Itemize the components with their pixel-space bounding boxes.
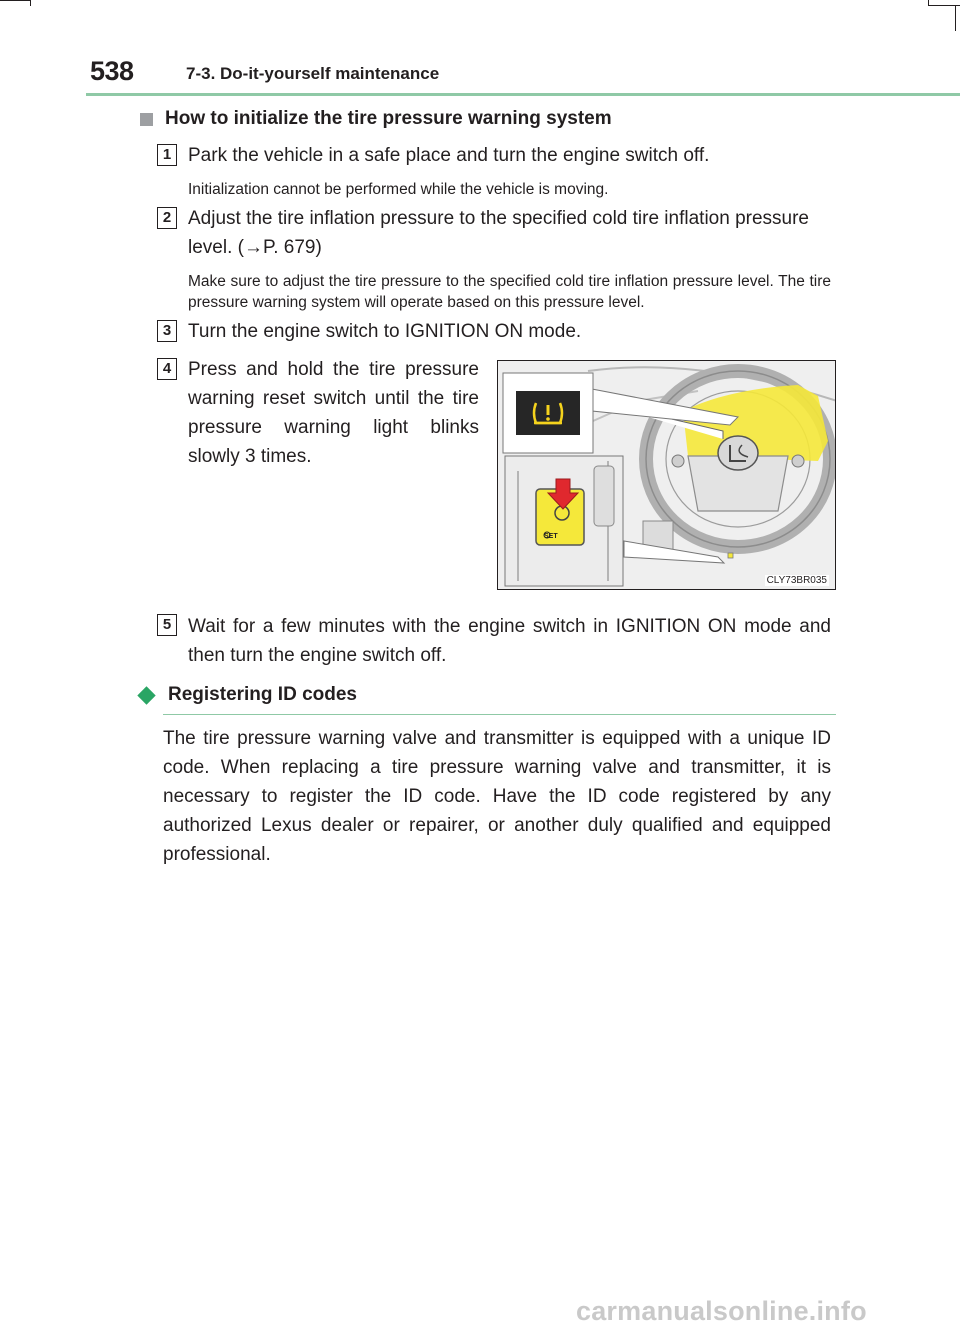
step-number: 1 bbox=[157, 144, 177, 166]
registering-heading-text: Registering ID codes bbox=[168, 684, 357, 705]
step-text-line: Adjust the tire inflation pressure to the specified cold tire inflation pressure bbox=[188, 208, 809, 229]
step-note: Make sure to adjust the tire pressure to the specified cold tire inflation pressure level. The tire pressure warning system will operate based on this pressure level. bbox=[188, 273, 831, 311]
registering-body: The tire pressure warning valve and transmitter is equipped with a unique ID code. When replacing a tire pressure warning valve and transmitter, it is necessary to register the ID code. Have the ID code registered by any authorized Lexus dealer or repairer, or another duly qualified and equipped professional. bbox=[163, 728, 831, 865]
switch-set-text: SET bbox=[544, 533, 558, 540]
step-note: Initialization cannot be performed while the vehicle is moving. bbox=[188, 181, 609, 198]
section-title: 7-3. Do-it-yourself maintenance bbox=[186, 64, 440, 83]
step-text-part: level. ( bbox=[188, 237, 244, 258]
square-bullet-icon bbox=[140, 113, 153, 126]
procedure-heading bbox=[140, 108, 612, 130]
step-text: Park the vehicle in a safe place and turn the engine switch off. bbox=[188, 145, 710, 166]
step-number: 3 bbox=[157, 320, 177, 342]
steering-wheel-illustration bbox=[497, 360, 836, 590]
header-rule bbox=[86, 93, 960, 96]
step-number: 5 bbox=[157, 614, 177, 636]
page-reference-link[interactable]: P. 679) bbox=[262, 237, 322, 258]
figure-label: CLY73BR035 bbox=[766, 575, 827, 586]
crop-mark bbox=[30, 0, 31, 6]
diamond-bullet-icon bbox=[137, 686, 155, 704]
step-text bbox=[188, 204, 831, 262]
registering-rule bbox=[163, 714, 836, 715]
arrow-icon: → bbox=[243, 237, 263, 258]
illustration-drawing bbox=[498, 361, 836, 590]
crop-mark bbox=[955, 5, 956, 31]
step-number: 2 bbox=[157, 207, 177, 229]
step-number: 4 bbox=[157, 358, 177, 380]
page-number: 538 bbox=[90, 56, 134, 86]
step-text: Wait for a few minutes with the engine switch in IGNITION ON mode and then turn the engine switch off. bbox=[188, 616, 831, 666]
step-text: Press and hold the tire pressure warning reset switch until the tire pressure warning light blinks slowly 3 times. bbox=[188, 359, 479, 467]
watermark: carmanualsonline.info bbox=[576, 1296, 867, 1326]
procedure-heading-text: How to initialize the tire pressure warning system bbox=[165, 108, 612, 129]
step-text-line bbox=[188, 233, 831, 262]
registering-heading bbox=[137, 684, 357, 706]
crop-mark bbox=[0, 0, 30, 1]
step-text: Turn the engine switch to IGNITION ON mode. bbox=[188, 321, 582, 342]
